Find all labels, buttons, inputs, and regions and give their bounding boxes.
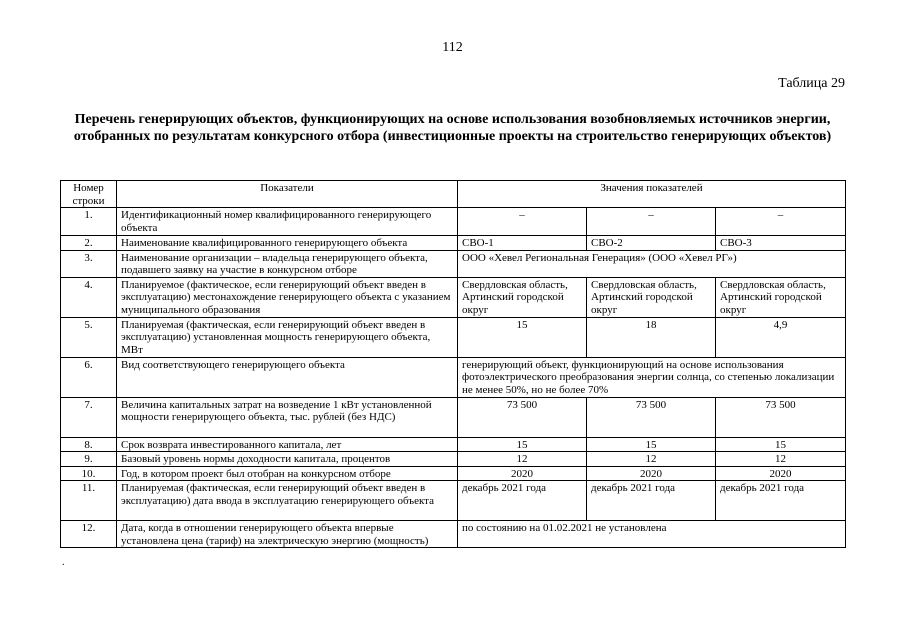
merged-value-cell: по состоянию на 01.02.2021 не установлена [458, 521, 846, 548]
table-row [61, 437, 846, 452]
header-values: Значения показателей [458, 181, 846, 208]
value-cell: 12 [587, 452, 716, 467]
merged-value-cell: генерирующий объект, функционирующий на основе использования фотоэлектрического преобразования энергии солнца, со степенью локализации не менее 50%, но не более 70% [458, 357, 846, 397]
indicator-cell: Год, в котором проект был отобран на конкурсном отборе [117, 466, 458, 481]
value-cell: Свердловская область, Артинский городской округ [458, 277, 587, 317]
table-row [61, 277, 846, 317]
table-row [61, 236, 846, 251]
row-number-cell: 4. [61, 277, 117, 317]
table-row [61, 250, 846, 277]
indicator-cell: Величина капитальных затрат на возведение 1 кВт установленной мощности генерирующего объекта, тыс. рублей (без НДС) [117, 397, 458, 437]
value-cell: декабрь 2021 года [458, 481, 587, 521]
indicator-cell: Наименование организации – владельца генерирующего объекта, подавшего заявку на участие в конкурсном отборе [117, 250, 458, 277]
header-indicators: Показатели [117, 181, 458, 208]
value-cell: 73 500 [716, 397, 846, 437]
indicators-table [60, 180, 846, 548]
header-row-number: Номер строки [61, 181, 117, 208]
row-number-cell: 6. [61, 357, 117, 397]
table-row [61, 397, 846, 437]
value-cell: 2020 [458, 466, 587, 481]
value-cell: СВО-2 [587, 236, 716, 251]
table-row [61, 521, 846, 548]
document-title: Перечень генерирующих объектов, функционирующих на основе использования возобновляемых источников энергии, отобранных по результатам конкурсного отбора (инвестиционные проекты на строительство генерирующих объектов) [73, 112, 832, 144]
row-number-cell: 5. [61, 317, 117, 357]
indicator-cell: Вид соответствующего генерирующего объекта [117, 357, 458, 397]
merged-value-cell: ООО «Хевел Региональная Генерация» (ООО «Хевел РГ») [458, 250, 846, 277]
indicator-cell: Дата, когда в отношении генерирующего объекта впервые установлена цена (тариф) на электрическую энергию (мощность) [117, 521, 458, 548]
value-cell: 4,9 [716, 317, 846, 357]
indicator-cell: Базовый уровень нормы доходности капитала, процентов [117, 452, 458, 467]
table-row [61, 466, 846, 481]
value-cell: Свердловская область, Артинский городской округ [587, 277, 716, 317]
row-number-cell: 11. [61, 481, 117, 521]
value-cell: 12 [458, 452, 587, 467]
table-row [61, 317, 846, 357]
value-cell: 2020 [716, 466, 846, 481]
row-number-cell: 10. [61, 466, 117, 481]
row-number-cell: 3. [61, 250, 117, 277]
row-number-cell: 1. [61, 208, 117, 236]
table-row [61, 481, 846, 521]
table-row [61, 357, 846, 397]
table-row [61, 452, 846, 467]
value-cell: 73 500 [587, 397, 716, 437]
row-number-cell: 2. [61, 236, 117, 251]
value-cell: 2020 [587, 466, 716, 481]
row-number-cell: 9. [61, 452, 117, 467]
table-label: Таблица 29 [778, 76, 845, 91]
value-cell: СВО-1 [458, 236, 587, 251]
value-cell: СВО-3 [716, 236, 846, 251]
indicator-cell: Планируемая (фактическая, если генерирующий объект введен в эксплуатацию) дата ввода в эксплуатацию генерирующего объекта [117, 481, 458, 521]
row-number-cell: 8. [61, 437, 117, 452]
value-cell: 12 [716, 452, 846, 467]
indicator-cell: Планируемая (фактическая, если генерирующий объект введен в эксплуатацию) установленная мощность генерирующего объекта, МВт [117, 317, 458, 357]
row-number-cell: 7. [61, 397, 117, 437]
indicator-cell: Наименование квалифицированного генерирующего объекта [117, 236, 458, 251]
row-number-cell: 12. [61, 521, 117, 548]
footer-mark: . [62, 557, 65, 568]
value-cell: 15 [587, 437, 716, 452]
value-cell: 73 500 [458, 397, 587, 437]
value-cell: 15 [458, 437, 587, 452]
value-cell: – [458, 208, 587, 236]
table-row [61, 208, 846, 236]
indicator-cell: Идентификационный номер квалифицированного генерирующего объекта [117, 208, 458, 236]
value-cell: 15 [458, 317, 587, 357]
table-body [61, 208, 846, 548]
value-cell: – [587, 208, 716, 236]
indicator-cell: Планируемое (фактическое, если генерирующий объект введен в эксплуатацию) местонахождение генерирующего объекта с указанием муниципального образования [117, 277, 458, 317]
value-cell: – [716, 208, 846, 236]
page-number: 112 [442, 40, 463, 55]
value-cell: декабрь 2021 года [716, 481, 846, 521]
value-cell: 18 [587, 317, 716, 357]
indicator-cell: Срок возврата инвестированного капитала, лет [117, 437, 458, 452]
table-header-row [61, 181, 846, 208]
value-cell: 15 [716, 437, 846, 452]
value-cell: Свердловская область, Артинский городской округ [716, 277, 846, 317]
value-cell: декабрь 2021 года [587, 481, 716, 521]
